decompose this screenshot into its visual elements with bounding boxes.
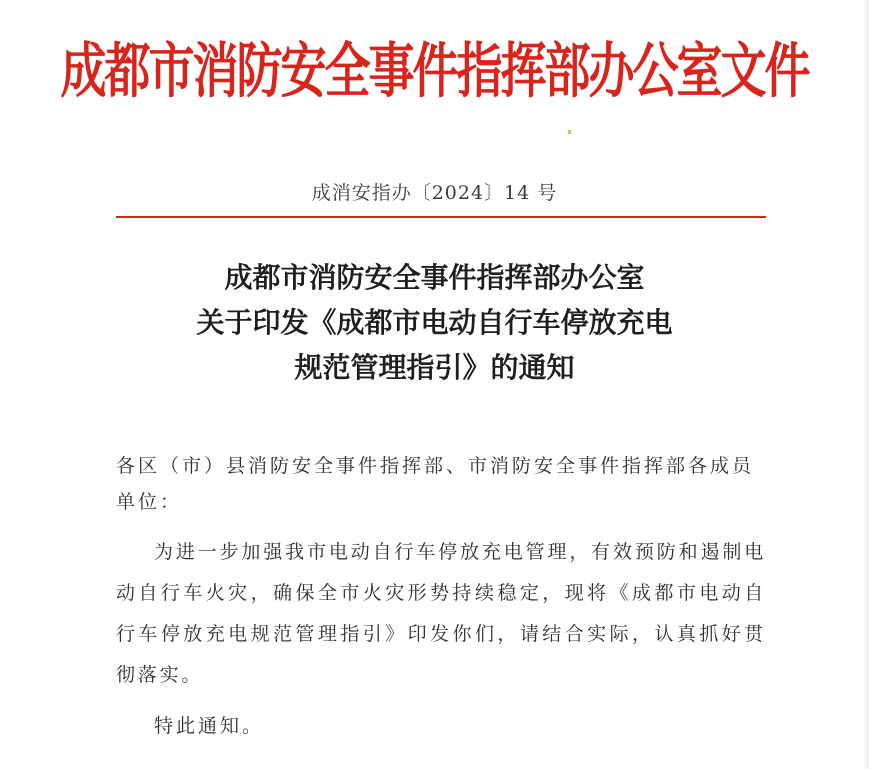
recipient-line: 各区（市）县消防安全事件指挥部、市消防安全事件指挥部各成员单位： (116, 455, 755, 513)
document-number: 成消安指办〔2024〕14 号 (311, 182, 558, 204)
title-line-1: 成都市消防安全事件指挥部办公室 (224, 261, 645, 294)
red-separator-line (116, 216, 766, 218)
closing-line: 特此通知。 (154, 715, 265, 737)
document-title (0, 255, 869, 390)
title-line-2: 关于印发《成都市电动自行车停放充电 (196, 306, 673, 339)
issuer-masthead: 成都市消防安全事件指挥部办公室文件 (60, 35, 809, 106)
body-paragraph: 为进一步加强我市电动自行车停放充电管理，有效预防和遏制电动自行车火灾，确保全市火灾形势持续稳定，现将《成都市电动自行车停放充电规范管理指引》印发你们，请结合实际，认真抓好贯彻落实。 (116, 541, 766, 686)
title-line-3: 规范管理指引》的通知 (294, 351, 575, 384)
scan-speck (568, 130, 571, 134)
